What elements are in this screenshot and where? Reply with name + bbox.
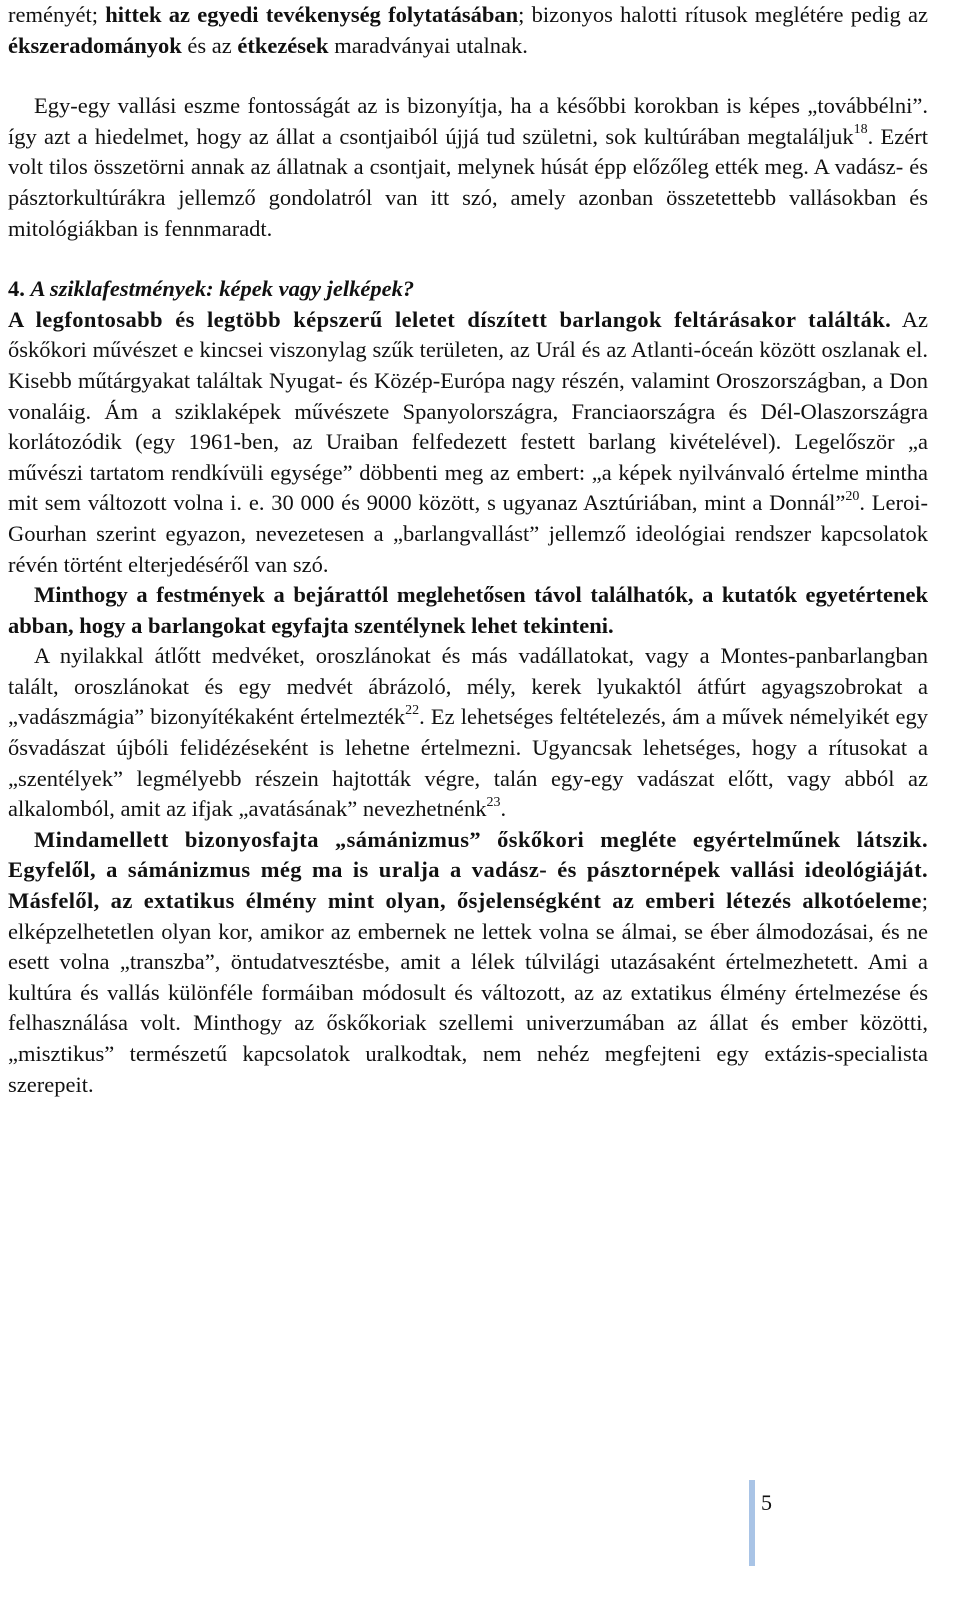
text: ; elképzelhetetlen olyan kor, amikor az embernek ne lettek volna se álmai, se éber álmodozásai, és ne esett volna „transzba”, öntudatvesztésbe, amit a lélek túlvilági utazásaként értelmezhetett. Ami a kultúra és vallás különféle formáiban módosult és változott, az az extatikus élmény értelmezése és felhasználása volt. Minthogy az őskőkoriak szellemi univerzumában az állat és ember közötti, „misztikus” természetű kapcsolatok uralkodtak, nem nehéz megfejteni egy extázis-specialista szerepeit. (8, 888, 928, 1097)
bold-text: étkezések (237, 32, 329, 58)
footnote-ref: 23 (486, 794, 501, 810)
paragraph-3 (8, 305, 928, 580)
page-footer (749, 1480, 929, 1566)
bold-text: Mindamellett bizonyosfajta „sámánizmus” őskőkori megléte egyértelműnek látszik. Egyfelől, a sámánizmus még ma is uralja a vadász- és pásztornépek vallási ideológiáját. Másfelől, az extatikus élmény mint olyan, ősjelenségként az emberi létezés alkotóeleme (8, 826, 928, 914)
bold-text: ékszeradományok (8, 32, 182, 58)
text: Az őskőkori művészet e kincsei viszonylag szűk területen, az Urál és az Atlanti-óceán között oszlanak el. Kisebb műtárgyakat találtak Nyugat- és Közép-Európa nagy részén, valamint Oroszországban, a Don vonaláig. Ám a sziklaképek művészete Spanyolországra, Franciaországra és Dél-Olaszországra korlátozódik (egy 1961-ben, az Uraiban felfedezett festett barlang kivételével). Legelőször „a művészi tartatom rendkívüli egysége” döbbenti meg az embert: „a képek nyilvánvaló értelme mintha mit sem változott volna i. e. 30 000 és 9000 között, s ugyanaz Asztúriában, mint a Donnál” (8, 306, 929, 516)
bold-text: Minthogy a festmények a bejárattól meglehetősen távol találhatók, a kutatók egyetértenek abban, hogy a barlangokat egyfajta szentélynek lehet tekinteni. (8, 582, 928, 638)
paragraph-gap (8, 244, 928, 274)
footnote-ref: 20 (845, 488, 860, 504)
paragraph-5 (8, 641, 928, 825)
footnote-ref: 18 (853, 122, 868, 138)
document-page (8, 0, 928, 1100)
text: A nyilakkal átlőtt medvéket, oroszlánokat és más vadállatokat, vagy a Montes-panbarlangban talált, oroszlánokat és egy medvét ábrázoló, mély, kerek lyukaktól átfúrt agyagszobrokat a „vadászmágia” bizonyítékaként értelmezték (8, 643, 928, 730)
section-heading (8, 274, 928, 305)
bold-text: hittek az egyedi tevékenység folytatásában (105, 2, 519, 27)
section-title: A sziklafestmények: képek vagy jelképek? (30, 276, 415, 302)
text: reményét; (8, 2, 106, 27)
footnote-ref: 22 (405, 702, 420, 718)
bold-text: A legfontosabb és legtöbb képszerű leletet díszített barlangok feltárásakor találták. (8, 306, 892, 332)
footer-rule (749, 1480, 755, 1566)
text: . Leroi-Gourhan szerint egyazon, nevezetesen a „barlangvallást” jellemző ideológiai rendszer kapcsolatok révén történt elterjedéséről van szó. (8, 490, 928, 577)
text: és az (181, 32, 238, 58)
paragraph-2 (8, 91, 928, 244)
text: maradványai utalnak. (328, 32, 528, 58)
page-number: 5 (761, 1490, 772, 1515)
text: . Ez lehetséges feltételezés, ám a művek némelyikét egy ősvadászat újbóli felidézéseként is lehetne értelmezni. Ugyancsak lehetséges, hogy a rítusokat a „szentélyek” legmélyebb részein hajtották végre, talán egy-egy vadászat előtt, vagy abból az alkalomból, amit az ifjak „avatásának” nevezhetnénk (8, 704, 929, 822)
section-number: 4. (8, 276, 31, 302)
paragraph-gap (8, 61, 928, 91)
text: . (500, 796, 507, 822)
paragraph-1 (8, 0, 928, 61)
paragraph-6 (8, 825, 928, 1100)
text: ; bizonyos halotti rítusok meglétére pedig az (518, 2, 928, 27)
text: Egy-egy vallási eszme fontosságát az is bizonyítja, ha a későbbi korokban is képes „továbbélni”. így azt a hiedelmet, hogy az állat a csontjaiból újjá tud születni, sok kultúrában megtaláljuk (8, 93, 928, 149)
text: . Ezért volt tilos összetörni annak az állatnak a csontjait, melynek húsát épp előzőleg ették meg. A vadász- és pásztorkultúrákra jellemző gondolatról van itt szó, amely azonban összetettebb vallásokban és mitológiákban is fennmaradt. (8, 123, 928, 241)
paragraph-4 (8, 580, 928, 641)
